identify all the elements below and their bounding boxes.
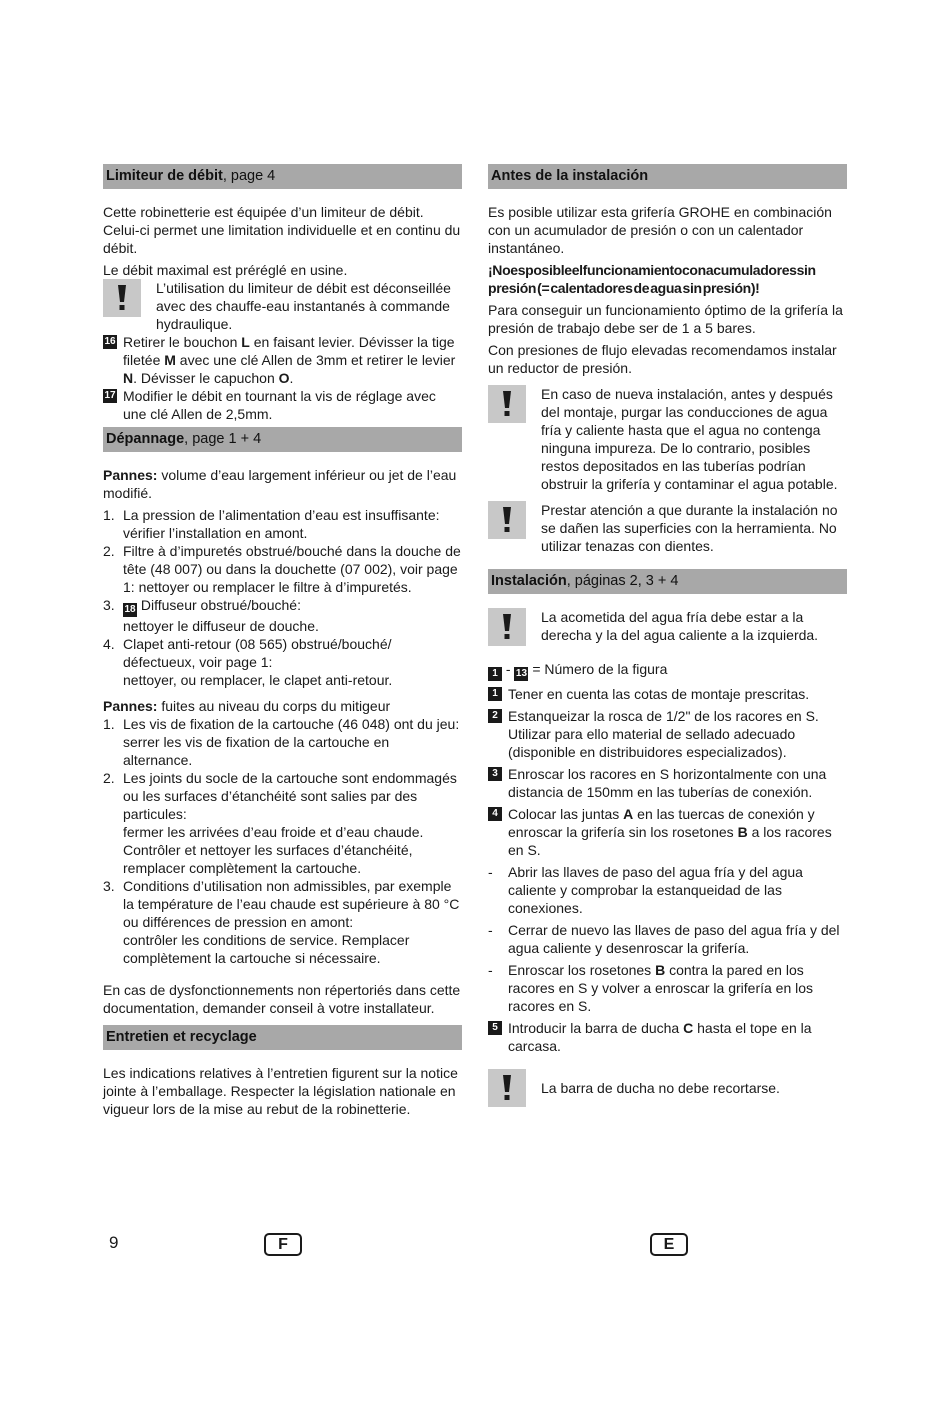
paragraph: Cette robinetterie est équipée d’un limiteur de débit. Celui-ci permet une limitation individuelle et en continu du débit.	[103, 204, 461, 256]
paragraph: Le débit maximal est préréglé en usine.	[103, 262, 348, 278]
section-header-depannage: Dépannage, page 1 + 4	[103, 427, 462, 452]
paragraph: En cas de dysfonctionnements non répertoriés dans cette documentation, demander conseil à votre installateur.	[103, 982, 461, 1016]
column-french	[103, 164, 462, 1118]
list-item: 1. La pression de l’alimentation d’eau est insuffisante: vérifier l’installation en amont.	[103, 507, 440, 541]
warning-block: La barra de ducha no debe recortarse.	[488, 1069, 847, 1107]
figure-number: 13	[515, 668, 528, 679]
warning-block: L’utilisation du limiteur de débit est déconseillée avec des chauffe-eau instantanés à commande hydraulique.	[103, 279, 462, 333]
figure-number: 4	[488, 807, 502, 821]
figure-number: 17	[104, 390, 116, 401]
figure-number: 1	[488, 687, 502, 701]
step-17: 17 Modifier le débit en tournant la vis de réglage avec une clé Allen de 2,5mm.	[104, 388, 436, 422]
exclamation-icon	[488, 385, 526, 423]
language-badge-french: F	[264, 1233, 302, 1256]
figure-number: 18	[124, 604, 136, 615]
list-item: 3. Conditions d’utilisation non admissibles, par exemple la température de l’eau chaude est supérieure à 80 °C ou différences de pression en amont: contrôler les conditions de service. Remplacer complètement la cartouche si nécessaire.	[103, 878, 460, 966]
step-16: 16 Retirer le bouchon L en faisant levier. Dévisser la tige filetée M avec une clé Allen de 3mm et retirer le levier N. Dévisser le capuchon O.	[104, 334, 456, 386]
column-spanish	[488, 164, 847, 1107]
list-item: 1. Les vis de fixation de la cartouche (46 048) ont du jeu: serrer les vis de fixation de la cartouche en alternance.	[103, 716, 460, 768]
figure-legend: 1 - 13 = Número de la figura	[488, 660, 847, 681]
step-1: 1 Tener en cuenta las cotas de montaje prescritas.	[488, 685, 847, 703]
figure-number: 5	[488, 1021, 502, 1035]
list-item: 2. Les joints du socle de la cartouche sont endommagés ou les surfaces d’étanchéité sont salies par des particules: fermer les arrivées d’eau froide et d’eau chaude. Contrôler et nettoyer les surfaces d’étanchéité, remplacer complètement la cartouche.	[103, 770, 457, 876]
figure-number: 3	[488, 767, 502, 781]
section-header-antes: Antes de la instalación	[488, 164, 847, 189]
exclamation-icon	[488, 608, 526, 646]
dash-item: - Abrir las llaves de paso del agua fría y del agua caliente y comprobar la estanqueidad de las conexiones.	[488, 864, 803, 916]
step-2: 2 Estanqueizar la rosca de 1/2" de los racores en S. Utilizar para ello material de sellado adecuado (disponible en distribuidores especializados).	[488, 707, 847, 761]
paragraph: Les indications relatives à l’entretien figurent sur la notice jointe à l’emballage. Respecter la législation nationale en vigueur lors de la mise au rebut de la robinetterie.	[103, 1065, 458, 1117]
section-header-instalacion: Instalación, páginas 2, 3 + 4	[488, 569, 847, 594]
list-item: 4. Clapet anti-retour (08 565) obstrué/bouché/ défectueux, voir page 1: nettoyer, ou remplacer, le clapet anti-retour.	[103, 636, 393, 688]
dash-item: - Cerrar de nuevo las llaves de paso del agua fría y del agua caliente y desenroscar la grifería.	[488, 922, 840, 956]
list-pannes-2	[103, 715, 462, 967]
figure-number: 1	[488, 667, 502, 681]
paragraph: Es posible utilizar esta grifería GROHE en combinación con un acumulador de presión o con un calentador instantáneo.	[488, 204, 832, 256]
paragraph: Para conseguir un funcionamiento óptimo de la grifería la presión de trabajo debe ser de 1 a 5 bares.	[488, 302, 843, 336]
section-header-entretien: Entretien et recyclage	[103, 1025, 462, 1050]
warning-block: Prestar atención a que durante la instalación no se dañen las superficies con la herramienta. No utilizar tenazas con dientes.	[488, 501, 847, 555]
section-header-limiteur: Limiteur de débit, page 4	[103, 164, 462, 189]
exclamation-icon	[103, 279, 141, 317]
step-5: 5 Introducir la barra de ducha C hasta el tope en la carcasa.	[488, 1019, 847, 1055]
figure-number: 16	[104, 336, 116, 347]
list-pannes-1	[103, 506, 462, 689]
page-number: 9	[109, 1233, 119, 1252]
figure-number: 2	[488, 709, 502, 723]
dash-item: - Enroscar los rosetones B contra la pared en los racores en S y volver a enroscar la grifería en los racores en S.	[488, 962, 814, 1014]
exclamation-icon	[488, 1069, 526, 1107]
warning-block: La acometida del agua fría debe estar a la derecha y la del agua caliente a la izquierda.	[488, 608, 847, 646]
exclamation-icon	[488, 501, 526, 539]
step-3: 3 Enroscar los racores en S horizontalmente con una distancia de 150mm en las tuberías de conexión.	[488, 765, 847, 801]
language-badge-spanish: E	[650, 1233, 688, 1256]
paragraph: Pannes: fuites au niveau du corps du mitigeur	[103, 698, 391, 714]
paragraph: Pannes: volume d’eau largement inférieur ou jet de l’eau modifié.	[103, 467, 457, 501]
list-item: 3. 18 Diffuseur obstrué/bouché: nettoyer le diffuseur de douche.	[103, 597, 319, 634]
paragraph: Con presiones de flujo elevadas recomendamos instalar un reductor de presión.	[488, 342, 837, 376]
warning-block: En caso de nueva instalación, antes y después del montaje, purgar las conducciones de agua fría y caliente hasta que el agua no contenga ninguna impureza. De lo contrario, posibles restos depositados en las tuberías podrían obstruir la grifería y contaminar el agua potable.	[488, 385, 847, 493]
bold-warning-paragraph: ¡Noesposibleelfuncionamientoconacumuladoressin presión (= calentadores de agua sin presión)!	[488, 262, 816, 296]
step-4: 4 Colocar las juntas A en las tuercas de conexión y enroscar la grifería sin los rosetones B a los racores en S.	[488, 805, 847, 859]
list-item: 2. Filtre à d’impuretés obstrué/bouché dans la douche de tête (48 007) ou dans la douchette (07 002), voir page 1: nettoyer ou remplacer le filtre à d’impuretés.	[103, 543, 461, 595]
